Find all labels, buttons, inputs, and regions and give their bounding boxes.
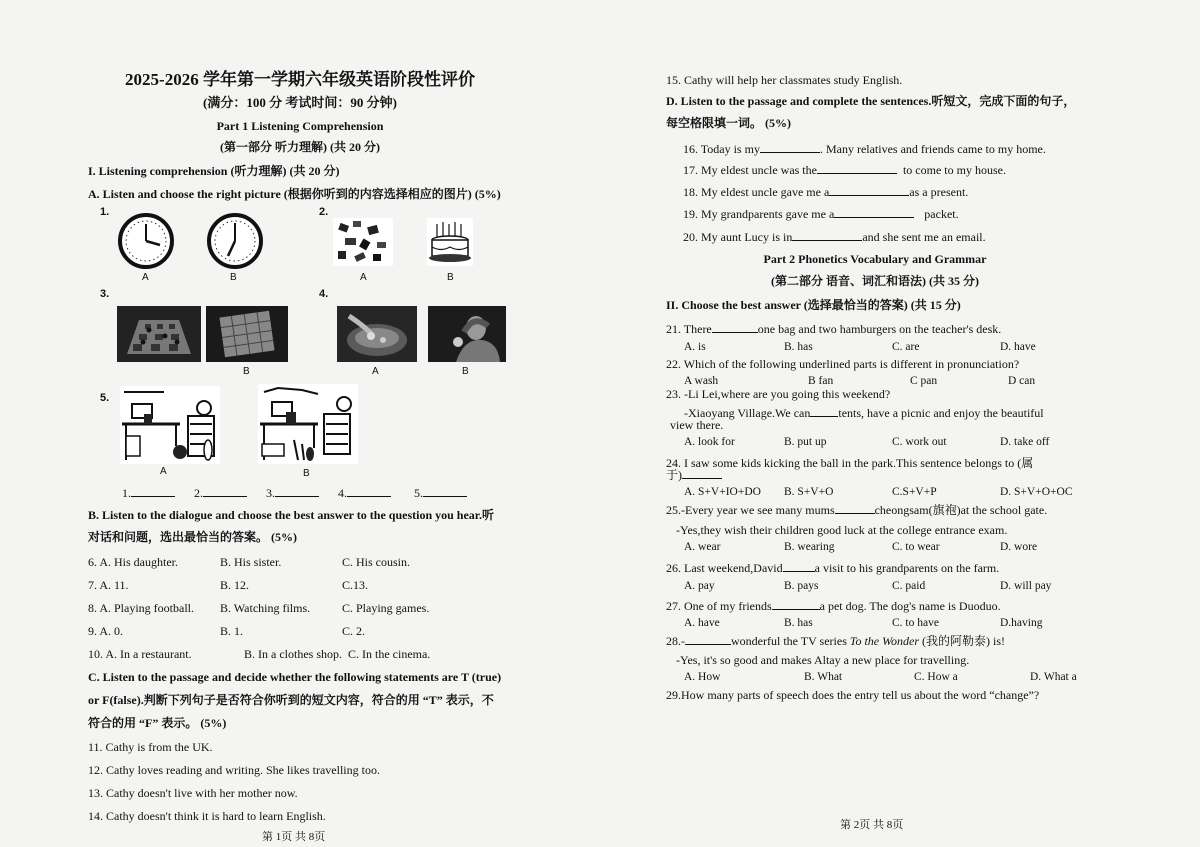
picture-label: B [447,272,454,283]
answer-blank-4[interactable] [338,486,391,501]
option-a[interactable]: A. wear [684,541,721,553]
blank-number: 3. [266,486,275,500]
part2-heading: Part 2 Phonetics Vocabulary and Grammar [763,252,987,266]
pic-number: 4. [319,288,329,300]
cooking-photo [337,306,417,362]
option-a: 6. A. His daughter. [88,555,178,569]
chess-board-photo [117,306,201,362]
part1-heading: Part 1 Listening Comprehension [216,119,384,133]
question-22: 22. Which of the following underlined parts is different in pronunciation? [666,357,1020,371]
right-page [600,0,1200,847]
question-text: cheongsam(旗袍)at the school gate. [874,503,1048,517]
section-1-heading: I. Listening comprehension (听力理解) (共 20 分) [88,164,340,178]
question-text: 16. Today is my [683,142,760,156]
game-board-photo [206,306,288,362]
question-9-b: B. 1. [220,624,244,638]
question-25-reply: -Yes,they wish their children good luck at the college entrance exam. [676,523,1008,537]
section-d-heading: D. Listen to the passage and complete the sentences.听短文，完成下面的句子， [666,94,1076,108]
answer-blank[interactable] [682,468,722,479]
question-10-c: C. In the cinema. [348,647,431,661]
study-room-picture [258,384,358,464]
exam-title: 2025-2026 学年第一学期六年级英语阶段性评价 [125,70,475,89]
question-text: (我的阿勒泰) is! [922,634,1005,648]
option-b[interactable]: B. has [784,341,813,353]
series-title: To the Wonder [849,634,919,648]
statement-12: 12. Cathy loves reading and writing. She likes travelling too. [88,763,380,777]
question-text: one bag and two hamburgers on the teacher's desk. [757,322,1002,336]
question-text: 20. My aunt Lucy is in [683,230,793,244]
option-b[interactable]: B. put up [784,436,827,448]
study-room-picture [120,386,220,464]
option-b[interactable]: B. S+V+O [784,486,834,498]
question-text: to come to my house. [902,163,1006,177]
blank-number: 2. [194,486,203,500]
section-d-heading-cont: 每空格限填一词。 (5%) [666,116,791,130]
answer-blank[interactable] [817,163,897,174]
fill-question-18 [683,185,968,200]
question-text: 18. My eldest uncle gave me a [683,185,830,199]
question-24-cont [666,468,722,483]
option-c[interactable]: C.S+V+P [892,486,937,498]
picture-label: B [243,366,250,377]
question-text: a visit to his grandparents on the farm. [814,561,1000,575]
option-d[interactable]: D. will pay [1000,580,1052,592]
pic-number: 1. [100,206,110,218]
section-c-heading-cont: or F(false).判断下列句子是否符合你听到的短文内容，符合的用 “T” 表示，不 [88,693,494,707]
option-c[interactable]: C pan [910,375,938,387]
answer-blank[interactable] [772,599,820,610]
question-8-b: B. Watching films. [220,601,311,615]
question-26 [666,561,999,576]
pic-number: 3. [100,288,110,300]
statement-11: 11. Cathy is from the UK. [88,740,213,754]
question-8-c: C. Playing games. [342,601,430,615]
question-text: wonderful the TV series [731,634,847,648]
option-a[interactable]: A. have [684,617,720,629]
option-b[interactable]: B. has [784,617,813,629]
picture-label: A [372,366,379,377]
answer-blank[interactable] [792,230,862,241]
question-6 [88,555,178,570]
option-d[interactable]: D. have [1000,341,1036,353]
question-text: 17. My eldest uncle was the [683,163,817,177]
question-23-reply [684,406,1044,421]
answer-blank-3[interactable] [266,486,319,501]
clock-icon [206,212,264,270]
section-b-heading: B. Listen to the dialogue and choose the best answer to the question you hear.听 [88,508,495,522]
section-c-heading-end: 符合的用 “F” 表示。 (5%) [88,716,227,730]
answer-blank-1[interactable] [122,486,175,501]
answer-blank[interactable] [783,561,815,572]
question-6-b: B. His sister. [220,555,282,569]
question-text: as a present. [909,185,969,199]
picture-label: A [360,272,367,283]
page-footer: 第 1页 共 8页 [262,831,326,843]
scattered-pieces-picture [333,218,393,266]
option-b[interactable]: B. What [804,671,843,683]
question-10-b: B. In a clothes shop. [244,647,342,661]
option-d[interactable]: D. S+V+O+OC [1000,486,1073,498]
question-23-cont: view there. [670,418,724,432]
section-2-heading: II. Choose the best answer (选择最恰当的答案) (共 15 分) [666,298,961,312]
question-21 [666,322,1001,337]
question-24: 24. I saw some kids kicking the ball in the park.This sentence belongs to (属 [666,456,1034,470]
person-photo [428,306,506,362]
option-c[interactable]: C. are [892,341,920,353]
birthday-cake-icon [427,218,473,266]
part1-heading-cn: (第一部分 听力理解) (共 20 分) [220,140,380,154]
section-c-heading: C. Listen to the passage and decide whether the following statements are T (true) [88,670,502,684]
fill-question-17 [683,163,1006,178]
option-a[interactable]: A. How [684,671,721,683]
answer-blank[interactable] [810,406,838,417]
picture-label: A [160,466,167,477]
question-text: 于) [666,468,682,482]
page-footer: 第 2页 共 8页 [840,819,904,831]
fill-question-20 [683,230,986,245]
question-text: tents, have a picnic and enjoy the beautiful [838,406,1044,420]
option-d[interactable]: D. wore [1000,541,1038,553]
question-28-reply: -Yes, it's so good and makes Altay a new place for travelling. [676,653,970,667]
question-text: . Many relatives and friends came to my home. [819,142,1046,156]
option-a[interactable]: A. is [684,341,706,353]
option-d[interactable]: D. take off [1000,436,1050,448]
picture-label: B [230,272,237,283]
question-25 [666,503,1047,518]
statement-14: 14. Cathy doesn't think it is hard to learn English. [88,809,326,823]
question-text: 25.-Every year we see many mums [666,503,835,517]
answer-blank[interactable] [835,503,875,514]
picture-label: A [142,272,149,283]
answer-blank[interactable] [685,634,731,645]
question-7-c: C.13. [342,578,369,592]
question-text: 27. One of my friends [666,599,772,613]
fill-question-16 [683,142,1046,157]
exam-subtitle: (满分：100 分 考试时间：90 分钟) [203,95,397,110]
clock-icon [117,212,175,270]
option-a[interactable]: A. S+V+IO+DO [684,486,761,498]
part2-heading-cn: (第二部分 语音、词汇和语法) (共 35 分) [771,274,979,288]
option-b[interactable]: B. pays [784,580,819,592]
answer-blank[interactable] [760,142,820,153]
question-text: packet. [924,207,959,221]
option-c[interactable]: C. to have [892,617,939,629]
option-d[interactable]: D. What a [1030,671,1077,683]
question-8: 8. A. Playing football. [88,601,194,615]
option-c[interactable]: C. work out [892,436,947,448]
blank-number: 5. [414,486,423,500]
option-d[interactable]: D can [1008,375,1036,387]
statement-13: 13. Cathy doesn't live with her mother now. [88,786,298,800]
answer-blank-2[interactable] [194,486,247,501]
section-a-heading: A. Listen and choose the right picture (根据你听到的内容选择相应的图片) (5%) [88,187,501,201]
question-7-b: B. 12. [220,578,250,592]
question-27 [666,599,1001,614]
fill-question-19 [683,207,959,222]
blank-number: 1. [122,486,131,500]
question-6-c: C. His cousin. [342,555,411,569]
question-text: 26. Last weekend,David [666,561,783,575]
question-9-c: C. 2. [342,624,366,638]
option-c[interactable]: C. to wear [892,541,940,553]
option-b[interactable]: B. wearing [784,541,835,553]
option-d[interactable]: D.having [1000,617,1043,629]
option-b[interactable]: B fan [808,375,834,387]
question-text: 21. There [666,322,712,336]
answer-blank[interactable] [712,322,758,333]
section-b-heading-cont: 对话和问题，选出最恰当的答案。 (5%) [88,530,297,544]
answer-blank-5[interactable] [414,486,467,501]
option-a[interactable]: A. look for [684,436,735,448]
statement-15: 15. Cathy will help her classmates study English. [666,73,903,87]
question-text: and she sent me an email. [862,230,986,244]
option-a[interactable]: A. pay [684,580,715,592]
answer-blank[interactable] [834,207,914,218]
question-9: 9. A. 0. [88,624,124,638]
option-c[interactable]: C. How a [914,671,958,683]
question-text: 19. My grandparents gave me a [683,207,835,221]
option-a[interactable]: A wash [684,375,719,387]
picture-label: B [462,366,469,377]
question-text: a pet dog. The dog's name is Duoduo. [819,599,1001,613]
question-28 [666,634,1005,649]
question-10: 10. A. In a restaurant. [88,647,192,661]
question-23: 23. -Li Lei,where are you going this weekend? [666,387,891,401]
answer-blank[interactable] [829,185,909,196]
question-29: 29.How many parts of speech does the entry tell us about the word “change”? [666,688,1040,702]
question-text: -Xiaoyang Village.We can [684,406,811,420]
picture-label: B [303,468,310,479]
option-c[interactable]: C. paid [892,580,926,592]
blank-number: 4. [338,486,347,500]
question-7: 7. A. 11. [88,578,129,592]
pic-number: 2. [319,206,329,218]
pic-number: 5. [100,392,110,404]
question-text: 28.- [666,634,685,648]
